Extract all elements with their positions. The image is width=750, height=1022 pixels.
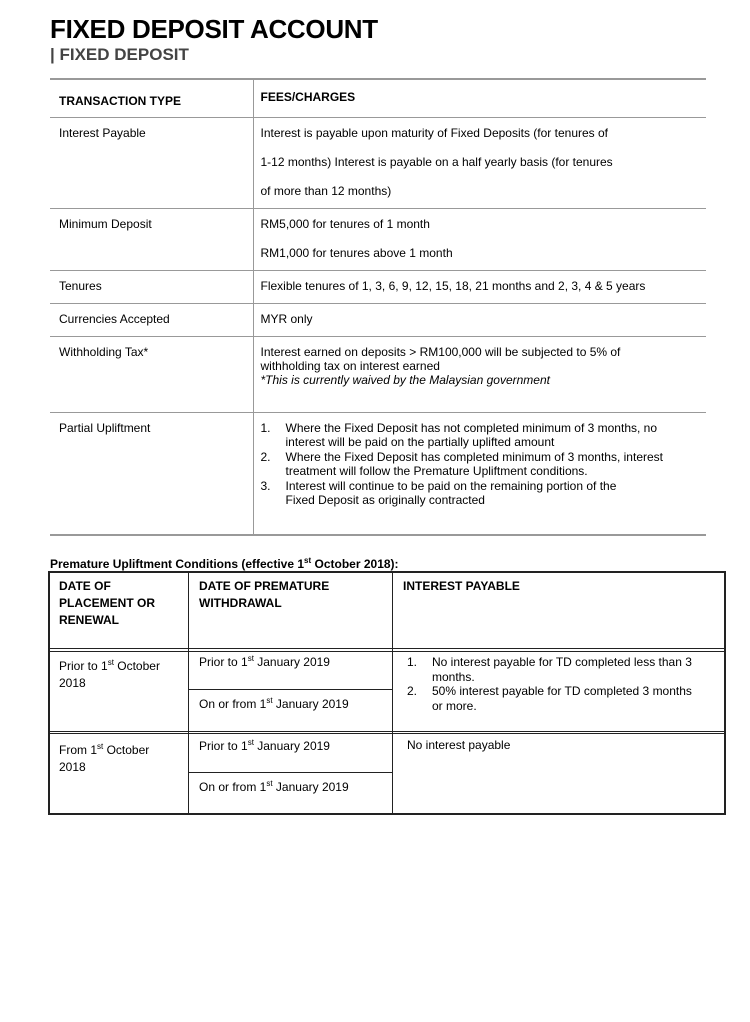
column-divider (188, 573, 189, 813)
row-divider (50, 651, 724, 652)
row-interest-payable (50, 117, 706, 208)
row1-placement: Prior to 1st October 2018 (59, 658, 160, 690)
row-divider (188, 772, 393, 773)
label-partial-upliftment: Partial Upliftment (50, 412, 253, 535)
row1-withdrawal-from: On or from 1st January 2019 (199, 696, 349, 711)
label-minimum-deposit: Minimum Deposit (50, 208, 253, 270)
text-line: Interest is payable upon maturity of Fixed Deposits (for tenures of (260, 125, 609, 140)
page-title: FIXED DEPOSIT ACCOUNT (50, 14, 378, 44)
row-divider (50, 733, 724, 734)
premature-table (48, 571, 726, 815)
text-line: Where the Fixed Deposit has completed minimum of 3 months, interest (285, 449, 663, 464)
text-line: Interest will continue to be paid on the remaining portion of the (285, 478, 617, 493)
row2-placement: From 1st October 2018 (59, 742, 150, 774)
text-line: RM1,000 for tenures above 1 month (260, 245, 453, 260)
label-tenures: Tenures (50, 270, 253, 303)
text-line: withholding tax on interest earned (260, 358, 440, 373)
value-withholding-tax (253, 336, 706, 412)
value-interest-payable (253, 117, 706, 208)
text-line: 1-12 months) Interest is payable on a half yearly basis (for tenures (260, 154, 613, 169)
row2-interest: No interest payable (407, 738, 511, 752)
value-partial-upliftment (253, 412, 706, 535)
text-line: Interest earned on deposits > RM100,000 will be subjected to 5% of (260, 344, 621, 359)
row-minimum-deposit (50, 208, 706, 270)
row1-interest (407, 655, 722, 713)
list-number: 2. (260, 449, 271, 464)
col-header-fees-charges: FEES/CHARGES (260, 90, 356, 104)
header-interest-payable: INTEREST PAYABLE (403, 579, 520, 593)
row-divider (188, 689, 393, 690)
header-withdrawal-date: DATE OF PREMATURE WITHDRAWAL (199, 579, 330, 610)
row-tenures (50, 270, 706, 303)
page-subtitle: | FIXED DEPOSIT (50, 45, 189, 64)
row-divider (50, 648, 724, 649)
value-minimum-deposit (253, 208, 706, 270)
col-header-transaction-type: TRANSACTION TYPE (50, 79, 253, 117)
text-line: Where the Fixed Deposit has not completed minimum of 3 months, no (285, 420, 658, 435)
row-partial-upliftment (50, 412, 706, 535)
text-line: RM5,000 for tenures of 1 month (260, 216, 430, 231)
row-withholding-tax (50, 336, 706, 412)
row1-withdrawal-prior: Prior to 1st January 2019 (199, 654, 330, 669)
fees-table-header-row (50, 79, 706, 117)
list-number: 3. (260, 478, 271, 493)
fees-table (50, 78, 706, 536)
list-item (261, 450, 699, 479)
text-line: Fixed Deposit as originally contracted (285, 493, 485, 507)
row-divider (50, 731, 724, 732)
label-interest-payable: Interest Payable (50, 117, 253, 208)
header-placement-date: DATE OF PLACEMENT OR RENEWAL (59, 579, 155, 627)
label-withholding-tax: Withholding Tax* (50, 336, 253, 412)
text-line: of more than 12 months) (260, 183, 392, 198)
list-item (261, 479, 699, 508)
upliftment-list (261, 421, 699, 508)
list-item (261, 421, 699, 450)
premature-section-title: Premature Upliftment Conditions (effective 1st October 2018): (50, 556, 399, 571)
list-item: 1. No interest payable for TD completed less than 3 months. (407, 655, 692, 684)
row-currencies (50, 303, 706, 336)
row2-withdrawal-from: On or from 1st January 2019 (199, 779, 349, 794)
waiver-note: *This is currently waived by the Malaysian government (260, 372, 550, 387)
list-item: 2. 50% interest payable for TD completed 3 months or more. (407, 684, 692, 713)
value-tenures: Flexible tenures of 1, 3, 6, 9, 12, 15, 18, 21 months and 2, 3, 4 & 5 years (260, 278, 646, 293)
interest-list (407, 655, 722, 713)
list-number: 1. (260, 420, 271, 435)
column-divider (392, 573, 393, 813)
label-currencies: Currencies Accepted (50, 303, 253, 336)
value-currencies: MYR only (260, 311, 313, 326)
text-line: treatment will follow the Premature Upliftment conditions. (285, 464, 588, 478)
text-line: interest will be paid on the partially uplifted amount (285, 435, 555, 449)
row2-withdrawal-prior: Prior to 1st January 2019 (199, 738, 330, 753)
